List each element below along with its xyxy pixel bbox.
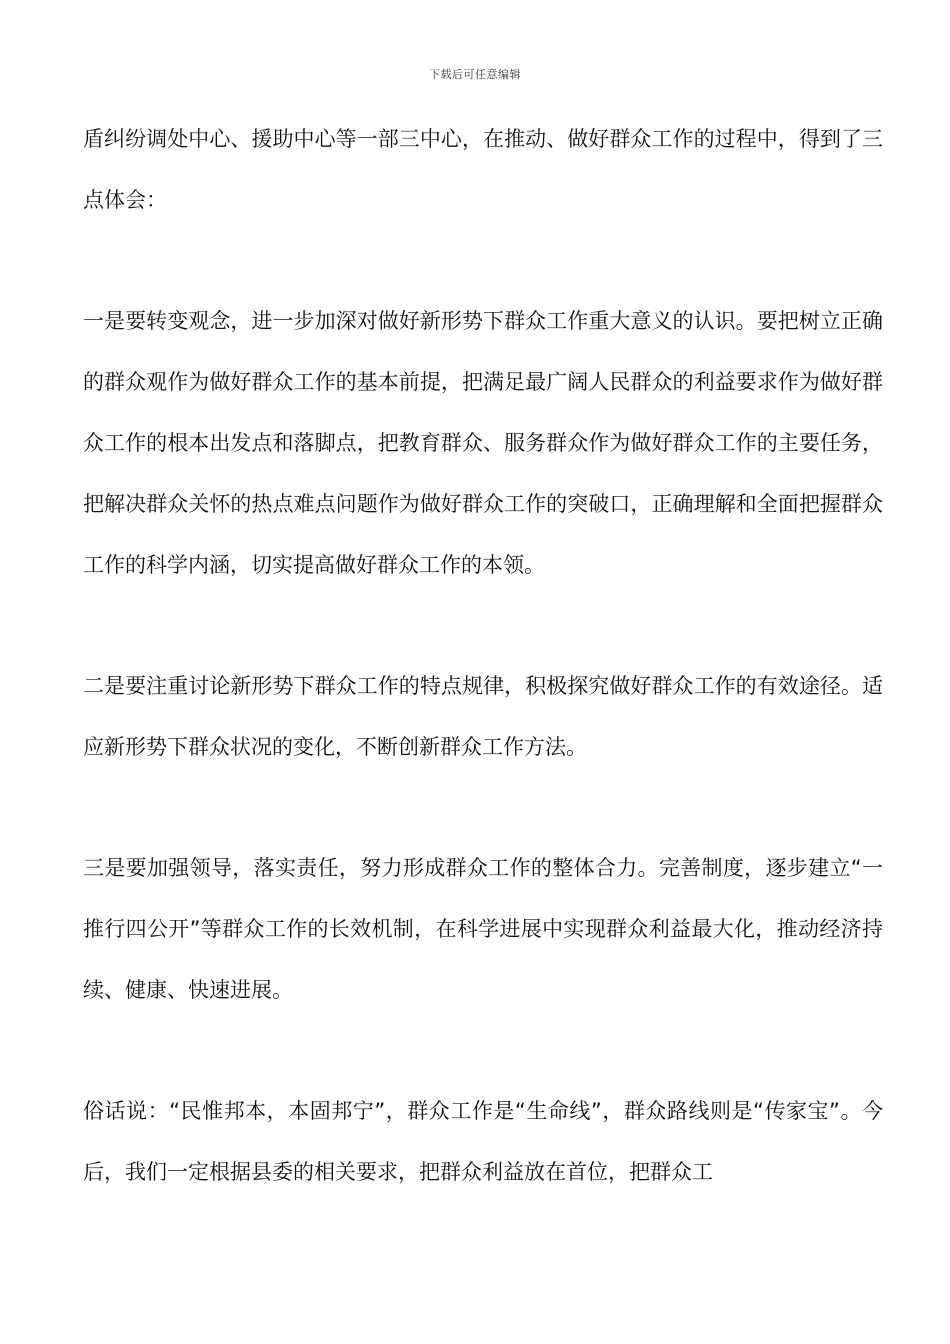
document-body [83, 109, 883, 1203]
header-note: 下载后可任意编辑 [429, 68, 521, 81]
paragraph-closing: 俗话说：“民惟邦本，本固邦宁”，群众工作是“生命线”，群众路线则是“传家宝”。今后，我们一定根据县委的相关要求，把群众利益放在首位，把群众工 [83, 1099, 883, 1184]
paragraph-point-three: 三是要加强领导，落实责任，努力形成群众工作的整体合力。完善制度，逐步建立“一推行四公开”等群众工作的长效机制，在科学进展中实现群众利益最大化，推动经济持续、健康、快速进展。 [83, 856, 883, 1002]
paragraph-continuation: 盾纠纷调处中心、援助中心等一部三中心，在推动、做好群众工作的过程中，得到了三点体会： [83, 127, 883, 212]
paragraph-point-one: 一是要转变观念，进一步加深对做好新形势下群众工作重大意义的认识。要把树立正确的群众观作为做好群众工作的基本前提，把满足最广阔人民群众的利益要求作为做好群众工作的根本出发点和落脚点，把教育群众、服务群众作为做好群众工作的主要任务，把解决群众关怀的热点难点问题作为做好群众工作的突破口，正确理解和全面把握群众工作的科学内涵，切实提高做好群众工作的本领。 [83, 309, 883, 577]
paragraph-point-two: 二是要注重讨论新形势下群众工作的特点规律，积极探究做好群众工作的有效途径。适应新形势下群众状况的变化，不断创新群众工作方法。 [83, 674, 883, 759]
